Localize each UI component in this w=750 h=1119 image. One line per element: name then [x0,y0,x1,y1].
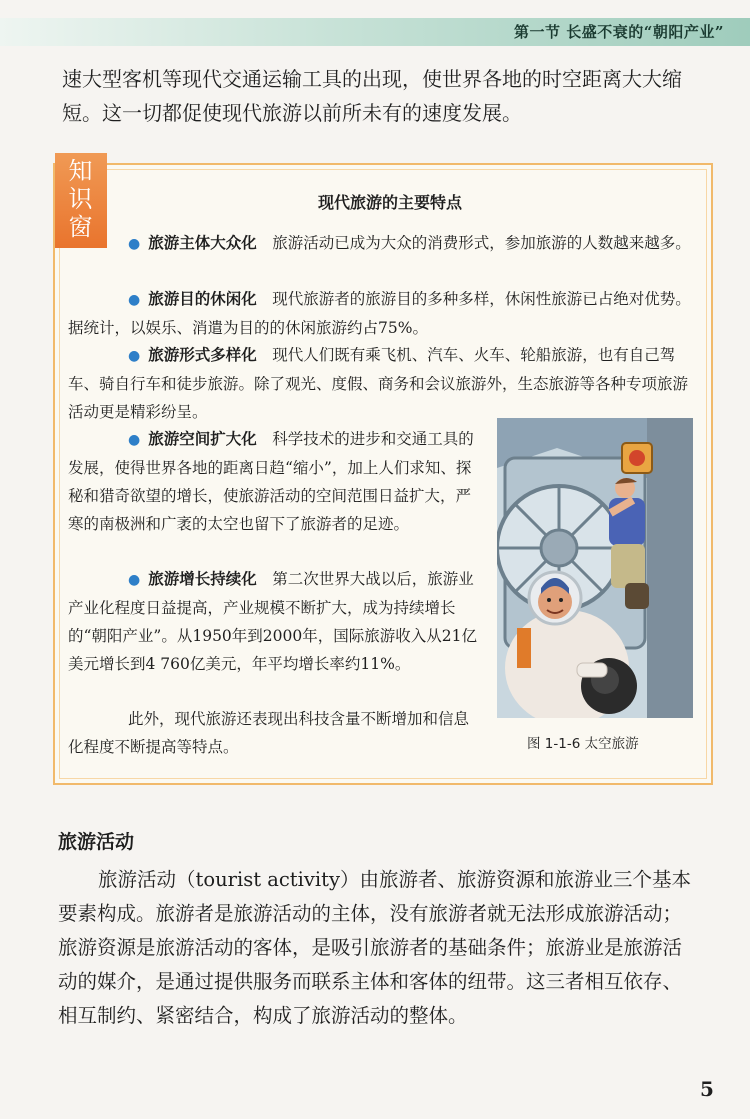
figure-caption: 图 1-1-6 太空旅游 [527,736,639,752]
feature-head: 旅游空间扩大化 [148,429,257,448]
feature-item [68,285,696,342]
feature-text: 旅游活动已成为大众的消费形式，参加旅游的人数越来越多。 [272,234,691,252]
feature-item [68,229,696,258]
feature-head: 旅游形式多样化 [148,345,257,364]
running-header [0,18,750,46]
section-title: 旅游活动 [58,831,135,853]
feature-text: 现代旅游者的旅游目的多种多样，休闲性旅游已占绝对优势。据统计，以娱乐、消遣为目的的休闲旅游约占75%。 [68,290,691,337]
feature-text: 第二次世界大战以后，旅游业产业化程度日益提高，产业规模不断扩大，成为持续增长的“朝阳产业”。从1950年到2000年，国际旅游收入从21亿美元增长到4 760亿美元，年平均增长率约11%。 [68,570,477,673]
bullet-icon: ● [128,236,141,252]
space-station-drawing [497,418,693,718]
feature-head: 旅游目的休闲化 [148,289,257,308]
intro-paragraph: 速大型客机等现代交通运输工具的出现，使世界各地的时空距离大大缩短。这一切都促使现代旅游以前所未有的速度发展。 [62,67,682,125]
section-body: 旅游活动（tourist activity）由旅游者、旅游资源和旅游业三个基本要素构成。旅游者是旅游活动的主体，没有旅游者就无法形成旅游活动；旅游资源是旅游活动的客体，是吸引旅游者的基础条件；旅游业是旅游活动的媒介，是通过提供服务而联系主体和客体的纽带。这三者相互依存、相互制约、紧密结合，构成了旅游活动的整体。 [58,868,691,1027]
feature-item [68,565,480,678]
bullet-icon: ● [128,292,141,308]
feature-head: 旅游增长持续化 [148,569,257,588]
feature-text: 现代人们既有乘飞机、汽车、火车、轮船旅游，也有自己驾车、骑自行车和徒步旅游。除了观光、度假、商务和会议旅游外，生态旅游等各种专项旅游活动更是精彩纷呈。 [68,346,689,421]
feature-text: 科学技术的进步和交通工具的发展，使得世界各地的距离日趋“缩小”，加上人们求知、探秘和猎奇欲望的增长，使旅游活动的空间范围日益扩大，严寒的南极洲和广袤的太空也留下了旅游者的足迹。 [68,430,474,533]
knowledge-title: 现代旅游的主要特点 [317,193,462,212]
bullet-icon: ● [128,348,141,364]
feature-head: 旅游主体大众化 [148,233,257,252]
bullet-icon: ● [128,572,141,588]
bullet-icon: ● [128,432,141,448]
page-number: 5 [700,1077,714,1101]
header-title: 第一节 长盛不衰的“朝阳产业” [514,23,724,41]
closing-paragraph: 此外，现代旅游还表现出科技含量不断增加和信息化程度不断提高等特点。 [68,710,470,756]
space-tourism-illustration [497,418,693,718]
feature-item [68,425,480,538]
feature-item [68,341,696,426]
knowledge-tag-text: 知 识 窗 [68,157,94,241]
